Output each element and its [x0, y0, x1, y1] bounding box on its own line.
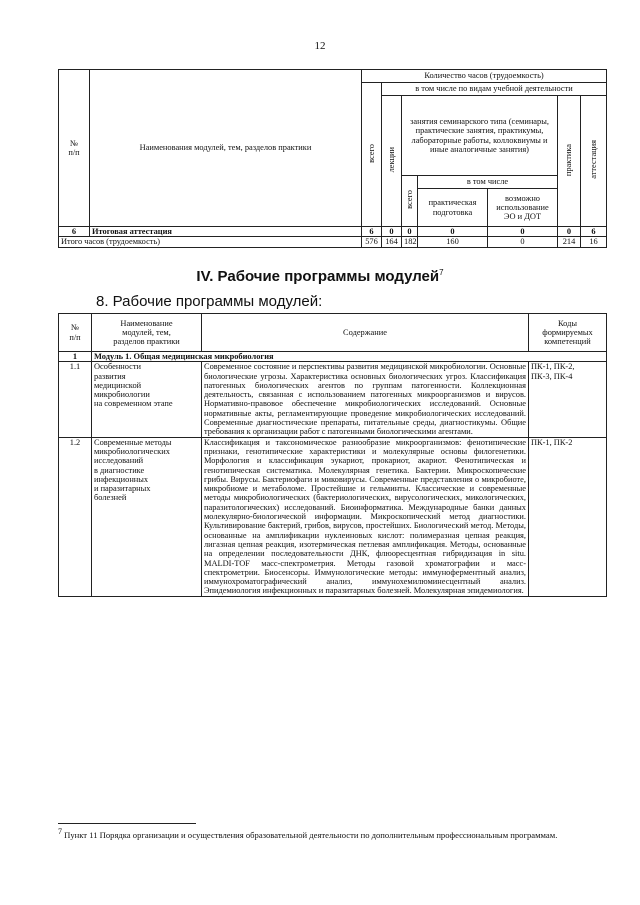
- totals-label: Итого часов (трудоемкость): [59, 237, 362, 247]
- cell-seminar-total: 0: [402, 227, 418, 237]
- topic-name: Современные методы микробиологических исследований в диагностике инфекционных и паразитарных болезней: [92, 437, 202, 596]
- module-title: Модуль 1. Общая медицинская микробиология: [92, 352, 607, 362]
- footnote-mark: 7: [58, 827, 62, 836]
- footnote-body: Пункт 11 Порядка организации и осуществления образовательной деятельности по дополнительным профессиональным программам.: [62, 829, 558, 840]
- page-number: 12: [314, 40, 326, 52]
- hours-header-total-label: Количество часов (трудоемкость): [362, 70, 607, 83]
- table-row: [59, 362, 607, 437]
- totals-eo-dot: 0: [488, 237, 558, 247]
- section-title: [0, 268, 640, 285]
- topic-num: 1.2: [59, 437, 92, 596]
- cell-total: 6: [362, 227, 382, 237]
- totals-lectures: 164: [382, 237, 402, 247]
- hours-header-practice: практика: [558, 96, 581, 227]
- module-row: [59, 352, 607, 362]
- footnote-ref: 7: [439, 268, 444, 277]
- section-title-text: IV. Рабочие программы модулей: [196, 268, 440, 285]
- subsection-title: 8. Рабочие программы модулей:: [96, 293, 323, 310]
- cell-num: 6: [59, 227, 90, 237]
- hours-header-total: всего: [362, 83, 382, 227]
- topic-codes: ПК-1, ПК-2: [529, 437, 607, 596]
- totals-attestation: 16: [581, 237, 607, 247]
- cell-attestation: 6: [581, 227, 607, 237]
- totals-practice: 214: [558, 237, 581, 247]
- hours-header-attestation: аттестация: [581, 96, 607, 227]
- hours-header-including: в том числе: [418, 176, 558, 189]
- modules-header-codes: Коды формируемых компетенций: [529, 314, 607, 352]
- totals-row: [59, 237, 607, 247]
- cell-eo-dot: 0: [488, 227, 558, 237]
- modules-table: [58, 313, 607, 597]
- hours-header-seminar-type: занятия семинарского типа (семинары, практические занятия, практикумы, лабораторные работы, коллоквиумы и иные аналогичные занятия): [402, 96, 558, 176]
- footnote-divider: [58, 823, 196, 824]
- cell-practical-training: 0: [418, 227, 488, 237]
- footnote: [58, 826, 606, 841]
- table-row: [59, 437, 607, 596]
- table-row: [59, 227, 607, 237]
- hours-header-num: № п/п: [59, 70, 90, 227]
- totals-practical-training: 160: [418, 237, 488, 247]
- modules-header-content: Содержание: [202, 314, 529, 352]
- totals-seminar-total: 182: [402, 237, 418, 247]
- module-num: 1: [59, 352, 92, 362]
- cell-lectures: 0: [382, 227, 402, 237]
- hours-table: [58, 69, 607, 248]
- hours-header-seminar-total: всего: [402, 176, 418, 227]
- hours-header-lectures: лекции: [382, 96, 402, 227]
- topic-name: Особенности развития медицинской микробиологии на современном этапе: [92, 362, 202, 437]
- modules-header-num: № п/п: [59, 314, 92, 352]
- cell-name: Итоговая аттестация: [90, 227, 362, 237]
- modules-header-name: Наименование модулей, тем, разделов практики: [92, 314, 202, 352]
- topic-content: Современное состояние и перспективы развития медицинской микробиологии. Основные биологические угрозы. Характеристика основных биологических угроз. Классификация патогенных биологических агентов по группам патогенности. Коллекционная деятельность, связанная с использованием патогенных микроорганизмов и вирусов. Нормативно-правовое обеспечение микробиологических исследований. Основные нормативные акты, регламентирующие проведение микробиологических исследований. Современные диагностические препараты, питательные среды, диагностикумы. Общие требования к организации работ с патогенными биологическими агентами.: [202, 362, 529, 437]
- hours-header-eo-dot: возможно использование ЭО и ДОТ: [488, 189, 558, 227]
- cell-practice: 0: [558, 227, 581, 237]
- hours-header-including-by-type: в том числе по видам учебной деятельности: [382, 83, 607, 96]
- hours-header-name: Наименования модулей, тем, разделов практики: [90, 70, 362, 227]
- totals-total: 576: [362, 237, 382, 247]
- hours-header-practical-training: практическая подготовка: [418, 189, 488, 227]
- topic-num: 1.1: [59, 362, 92, 437]
- topic-codes: ПК-1, ПК-2, ПК-3, ПК-4: [529, 362, 607, 437]
- topic-content: Классификация и таксономическое разнообразие микроорганизмов: фенотипические признаки, генотипические характеристики и молекулярные основы филогенетики. Морфология и классификация эукариот, прокариот, акариот. Фенотипическая и генотипическая систематика. Молекулярная генетика. Бактерии. Микроскопические грибы. Вирусы. Бактериофаги и миковирусы. Современные представления о микробиоте, микробиоме и метаболоме. Простейшие и гельминты. Классические и современные методы микробиологических (бактериологических, вирусологических, микологических, паразитологических) исследований. Биоинформатика. Международные банки данных молекулярно-биологической информации. Микроскопический метод диагностики. Культивирование бактерий, грибов, вирусов, простейших. Биологический метод. Методы, основанные на амплификации нуклеиновых кислот: полимеразная цепная реакция, лигазная цепная реакция, изотермическая петлевая амплификация. Методы, основанные на определении последовательности ДНК, флюоресцентная гибридизация in situ. MALDI-TOF масс-спектрометрия. Методы газовой хроматографии и масс-спектрометрии. Биосенсоры. Иммунологические методы: иммуноферментный анализ, иммунохроматографический анализ, иммунохемилюминесцентный анализ. Эпидемиология инфекционных и паразитарных болезней. Молекулярная эпидемиология.: [202, 437, 529, 596]
